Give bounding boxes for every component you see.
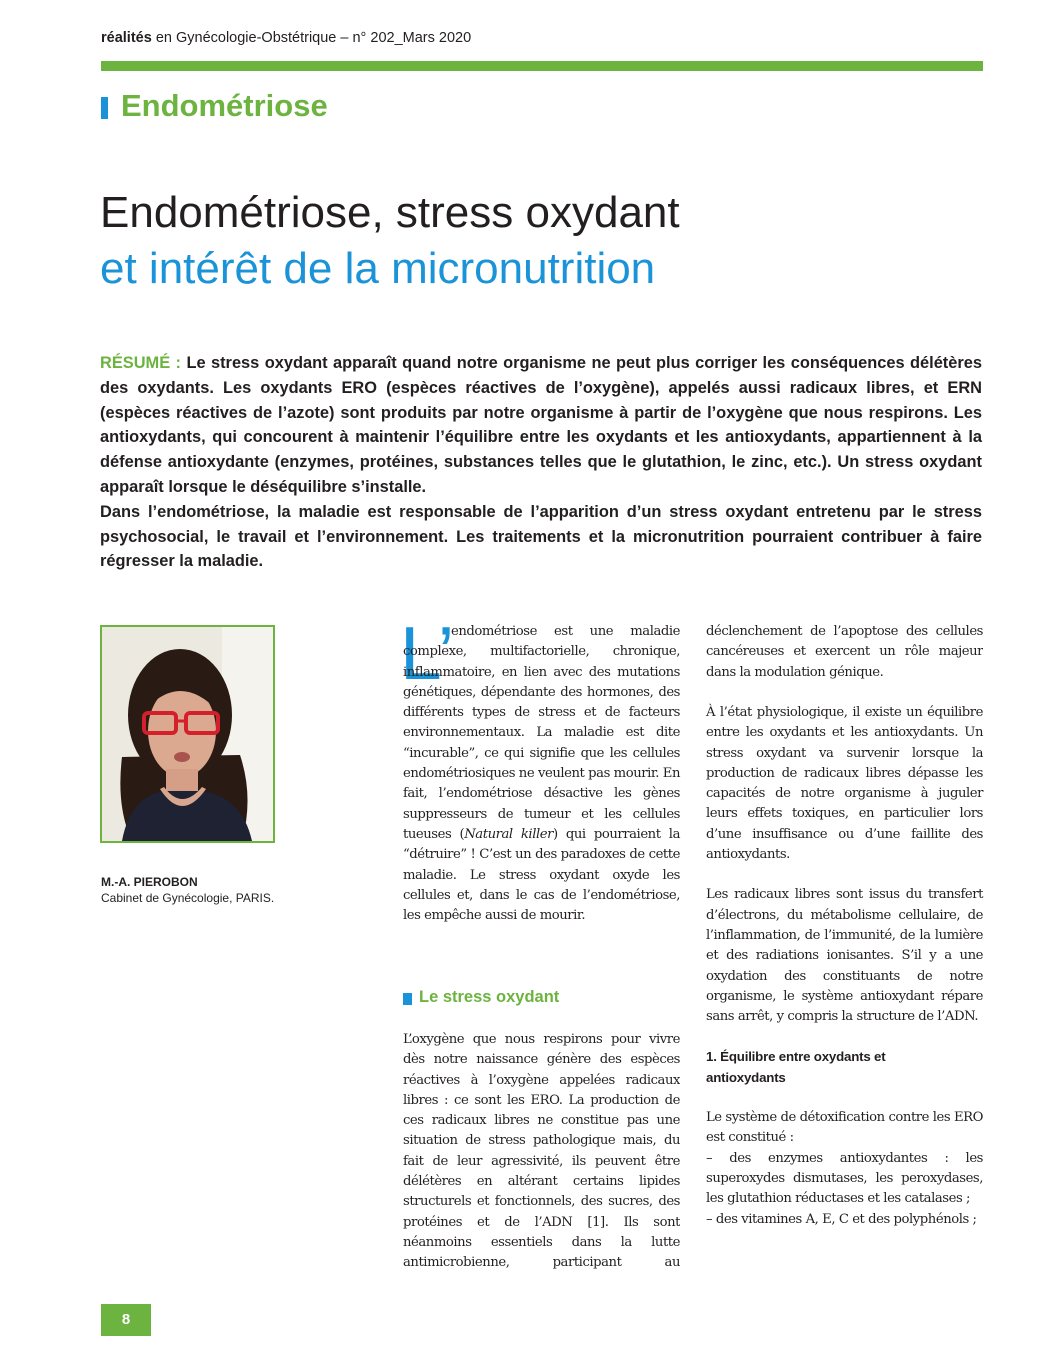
oxygen-paragraph: L’oxygène que nous respirons pour vivre dès notre naissance génère des espèces réactives à l’oxygène appelées radicaux libres : ce sont les ERO. La production de ces radicaux libres ne constitue pas une situation de stress pathologique mais, du fait de leur agressivité, ils peuvent être délétères en altérant certains lipides structurels et fonctionnels, des sucres, des protéines et de l’ADN [1]. Ils sont néanmoins essentiels dans la lutte antimicrobienne, participant au: [403, 1032, 680, 1271]
list-item-enzymes: – des enzymes antioxydantes : les superoxydes dismutases, les peroxydases, les glutathion réductases et les catalases ;: [706, 1150, 983, 1207]
physio-paragraph: À l’état physiologique, il existe un équilibre entre les oxydants et les antioxydants. Un stress oxydant va survenir lorsque la production de radicaux libres dépasse les capacités de notre organisme à juguler leurs effets toxiques, en particulier lors d’une insuffisance ou d’une faillite des antioxydants.: [706, 705, 983, 863]
abstract-para1: [100, 351, 982, 500]
author-affiliation: Cabinet de Gynécologie, PARIS.: [101, 891, 275, 905]
intro-paragraph: [403, 622, 680, 926]
article-title-line1: Endométriose, stress oxydant: [100, 188, 680, 237]
section-marker-icon: [101, 97, 108, 119]
issue-info: en Gynécologie-Obstétrique – n° 202_Mars 2020: [151, 30, 472, 46]
author-portrait-icon: [102, 627, 273, 841]
journal-name: réalités: [101, 30, 152, 46]
drop-cap: L’: [400, 611, 455, 695]
list-item-vitamins: – des vitamines A, E, C et des polyphénols ;: [706, 1211, 977, 1227]
header-rule: [101, 61, 983, 71]
running-head: [101, 30, 471, 46]
article-title-line2: et intérêt de la micronutrition: [100, 244, 656, 293]
subheading-marker-icon: [403, 993, 412, 1005]
intro-text-b: ) qui pourraient la “détruire” ! C’est un des paradoxes de cette maladie. Le stress oxydant oxyde les cellules et, dans le cas de l’endométriose, les empêche aussi de mourir.: [403, 826, 680, 924]
intro-text-a: endométriose est une maladie complexe, multifactorielle, chronique, inflammatoire, en lien avec des mutations génétiques, dépendante des hormones, des différents types de stress et de facteurs environnementaux. La maladie est dite “incurable”, ce qui signifie que les cellules endométriosiques ne veulent pas mourir. En fait, l’endométriose désactive les gènes suppresseurs de tumeur et les cellules tueuses (: [403, 624, 680, 842]
body-column-1: [403, 622, 680, 926]
page-number: 8: [121, 1311, 131, 1328]
abstract-label: RÉSUMÉ :: [100, 354, 182, 372]
detox-paragraph: Le système de détoxification contre les ERO est constitué :: [706, 1110, 983, 1146]
abstract-text1: Le stress oxydant apparaît quand notre organisme ne peut plus corriger les conséquences délétères des oxydants. Les oxydants ERO (espèces réactives de l’oxygène), appelés aussi radicaux libres, et ERN (espèces réactives de l’azote) sont produits par notre organisme à partir de l’oxygène que nous respirons. Les antioxydants, qui concourent à maintenir l’équilibre entre les oxydants et les antioxydants, appartiennent à la défense antioxydante (enzymes, protéines, substances telles que le glutathion, le zinc, etc.). Un stress oxydant apparaît lorsque le déséquilibre s’installe.: [100, 354, 982, 496]
subheading-equilibrium-line2: antioxydants: [706, 1069, 786, 1085]
section-title: Endométriose: [121, 88, 328, 123]
subheading-text: Le stress oxydant: [419, 988, 560, 1006]
subheading-equilibrium: [706, 1047, 983, 1088]
radicals-paragraph: Les radicaux libres sont issus du transfert d’électrons, du métabolisme cellulaire, de l’inflammation, de l’immunité, de la lumière et des radiations ionisantes. S’il y a une oxydation des constituants de notre organisme, le système antioxydant répare sans arrêt, y compris la structure de l’ADN.: [706, 887, 983, 1025]
abstract-para2: Dans l’endométriose, la maladie est responsable de l’apparition d’un stress oxydant entretenu par le stress psychosocial, le travail et l’environnement. Les traitements et la micronutrition pourraient contribuer à faire régresser la maladie.: [100, 502, 982, 571]
subheading-equilibrium-line1: 1. Équilibre entre oxydants et: [706, 1049, 886, 1065]
author-name: M.-A. PIEROBON: [101, 875, 198, 889]
abstract: [100, 351, 982, 574]
oxygen-continued-wrap: [706, 622, 983, 683]
body-column-2: [706, 622, 983, 1230]
body-column-1-lower: [403, 1030, 680, 1274]
author-photo: [100, 625, 275, 843]
intro-italic: Natural killer: [464, 826, 553, 842]
oxygen-paragraph-continued: déclenchement de l’apoptose des cellules cancéreuses et exercent un rôle majeur dans la modulation génique.: [706, 623, 983, 680]
